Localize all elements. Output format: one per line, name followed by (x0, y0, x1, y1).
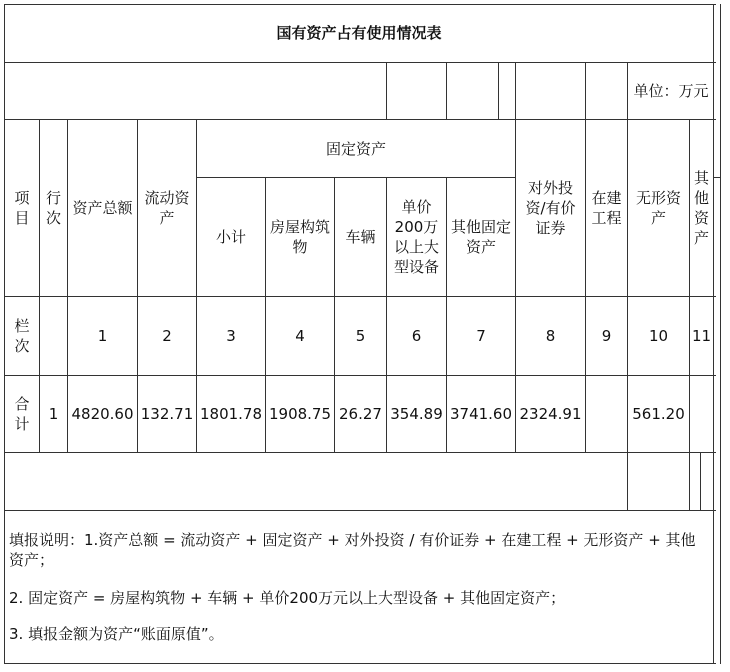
header-construction (586, 120, 627, 296)
rule (689, 452, 690, 510)
unit-label: 单位：万元 (633, 81, 709, 100)
rule (713, 177, 721, 178)
header-other-fixed (447, 178, 515, 296)
rule (498, 62, 499, 120)
total-value: 132.71 (140, 405, 194, 423)
rule (515, 62, 516, 120)
header-investments-text: 对外投资/有价证券 (525, 179, 576, 237)
total-row-no: 1 (48, 405, 59, 423)
header-current-assets (138, 120, 196, 296)
header-fixed-assets: 固定资产 (325, 139, 386, 158)
rule (386, 62, 387, 120)
header-intangible (628, 120, 689, 296)
rule (446, 62, 447, 120)
column-row-label-text: 栏次 (14, 317, 30, 355)
total-value (690, 376, 713, 452)
column-row-label (5, 297, 39, 375)
header-investments (516, 120, 585, 296)
header-large-equipment-text: 单价200万以上大型设备 (393, 198, 439, 276)
column-number: 6 (411, 327, 422, 345)
column-number: 4 (295, 327, 305, 345)
column-number: 2 (162, 327, 172, 345)
header-large-equipment (387, 178, 446, 296)
header-row-no-text: 行次 (45, 189, 61, 227)
total-value: 4820.60 (71, 405, 134, 423)
rule (700, 452, 701, 510)
rule (627, 452, 628, 510)
rule (4, 510, 716, 511)
total-row-label (5, 376, 39, 452)
rule (720, 4, 721, 664)
column-number: 7 (476, 327, 486, 345)
total-value: 561.20 (632, 405, 685, 423)
column-number: 10 (648, 327, 669, 345)
header-item (5, 120, 39, 296)
header-subtotal: 小计 (215, 228, 246, 246)
rule (4, 663, 716, 664)
total-value (586, 376, 627, 452)
header-other-assets-text: 其他资产 (693, 169, 709, 247)
total-value: 1908.75 (268, 405, 332, 423)
header-item-text: 项目 (14, 189, 30, 227)
header-other-assets (690, 120, 713, 296)
header-buildings-text: 房屋构筑物 (269, 218, 330, 256)
rule (4, 62, 716, 63)
note-3: 3. 填报金额为资产“账面原值”。 (9, 625, 224, 643)
page-title: 国有资产占有使用情况表 (276, 24, 442, 42)
header-construction-text: 在建工程 (591, 189, 622, 227)
note-2: 2. 固定资产 = 房屋构筑物 + 车辆 + 单价200万元以上大型设备 + 其他固定资产； (9, 589, 566, 607)
column-number: 9 (601, 327, 612, 345)
header-intangible-text: 无形资产 (635, 189, 681, 227)
header-total-assets: 资产总额 (72, 199, 133, 217)
note-1: 填报说明：1.资产总额 = 流动资产 + 固定资产 + 对外投资 / 有价证券 + 在建工程 + 无形资产 + 其他资产； (9, 531, 696, 569)
column-number: 11 (691, 327, 712, 345)
total-value: 2324.91 (519, 405, 582, 423)
total-value: 354.89 (390, 405, 443, 423)
column-number: 3 (226, 327, 236, 345)
column-number: 5 (355, 327, 366, 345)
total-value: 26.27 (339, 405, 382, 423)
header-current-assets-text: 流动资产 (144, 189, 190, 227)
total-row-label-text: 合计 (14, 395, 30, 433)
column-number: 1 (97, 327, 108, 345)
total-value: 3741.60 (449, 405, 513, 423)
total-value: 1801.78 (199, 405, 263, 423)
header-vehicles: 车辆 (345, 228, 376, 246)
column-number: 8 (545, 327, 556, 345)
header-row-no (40, 120, 67, 296)
header-buildings (266, 178, 334, 296)
header-other-fixed-text: 其他固定资产 (450, 218, 511, 256)
rule (585, 62, 586, 120)
rule (4, 452, 716, 453)
